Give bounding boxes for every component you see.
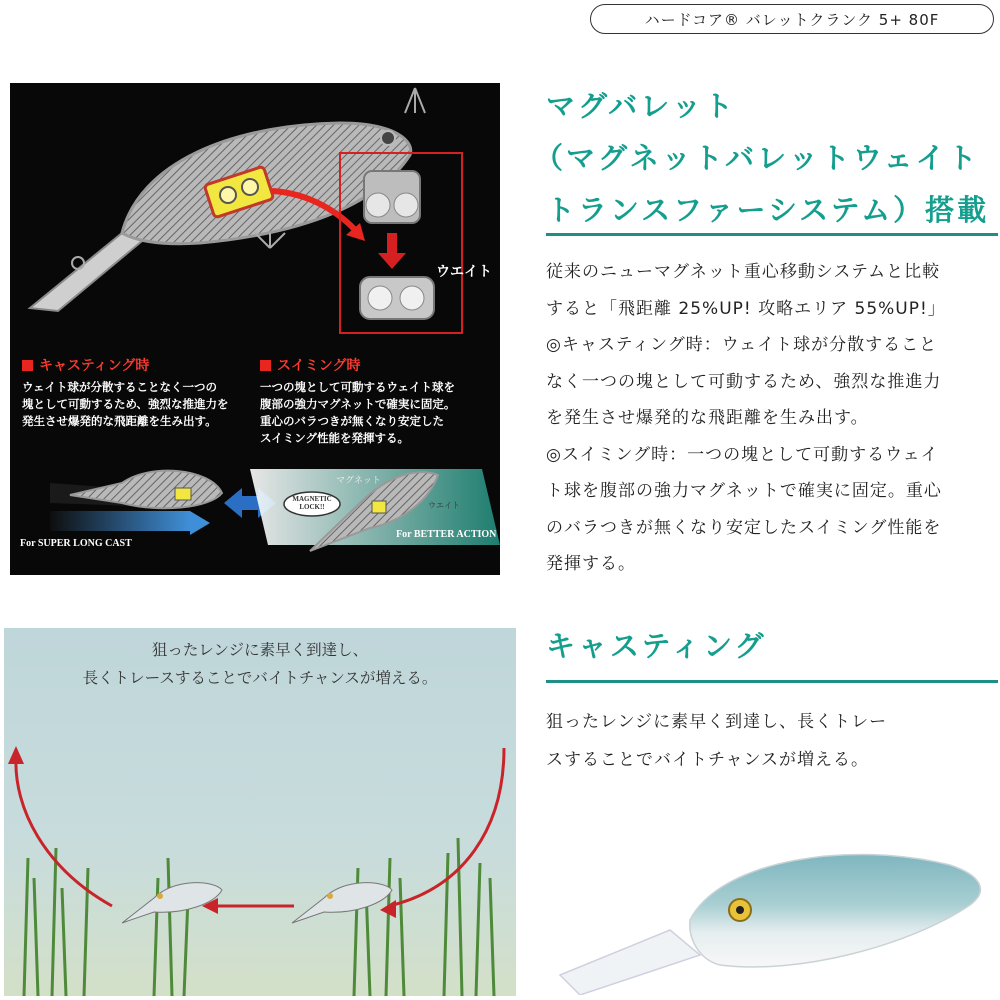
magnetic-lock-line: LOCK!! — [299, 503, 325, 511]
magbullet-diagram — [10, 83, 500, 575]
swimming-description — [260, 379, 455, 447]
product-title: ハードコア® バレットクランク 5+ 80F — [644, 10, 940, 29]
body-line: ト球を腹部の強力マグネットで確実に固定。重心 — [546, 481, 942, 501]
swimming-line: スイミング性能を発揮する。 — [260, 431, 410, 445]
body-line: のバラつきが無くなり安定したスイミング性能を — [546, 517, 942, 538]
body-line: スすることでバイトチャンスが増える。 — [546, 750, 869, 770]
magnetic-lock-line: MAGNETIC — [292, 495, 332, 503]
casting-title: キャスティング時 — [39, 358, 150, 374]
retrieve-scene — [4, 628, 516, 996]
swimming-title-block — [260, 355, 360, 375]
red-square-icon — [22, 360, 33, 371]
magbullet-heading — [534, 80, 990, 236]
body-line: 狙ったレンジに素早く到達し、長くトレー — [546, 712, 888, 732]
magnetic-lock-bubble — [292, 495, 332, 511]
heading-line: （マグネットバレットウェイト — [534, 141, 980, 175]
tag-better-action: For BETTER ACTION — [396, 529, 497, 540]
swimming-line: 腹部の強力マグネットで確実に固定。 — [260, 397, 456, 411]
product-title-pill — [590, 4, 994, 34]
casting-description-right — [546, 703, 998, 779]
weight-unit-combined — [360, 277, 434, 319]
body-line: 従来のニューマグネット重心移動システムと比較 — [546, 262, 941, 282]
red-square-icon — [260, 360, 271, 371]
heading-line: トランスファーシステム）搭載 — [546, 193, 990, 227]
body-line: ◎キャスティング時：ウェイト球が分散すること — [546, 335, 938, 355]
casting-line: 発生させ爆発的な飛距離を生み出す。 — [22, 414, 217, 428]
swimming-line: 一つの塊として可動するウェイト球を — [260, 380, 456, 394]
weight-label: ウエイト — [436, 264, 492, 280]
magnet-label: マグネット — [336, 476, 381, 486]
lure-product-image — [550, 835, 1000, 995]
weight-unit-separate — [364, 171, 420, 223]
casting-line: 塊として可動するため、強烈な推進力を — [22, 397, 229, 411]
scene-caption-line: 狙ったレンジに素早く到達し、 — [151, 641, 369, 659]
swimming-line: 重心のバラつきが無くなり安定した — [260, 414, 444, 428]
casting-line: ウェイト球が分散することなく一つの — [22, 380, 218, 394]
weight-small-label: ウエイト — [428, 501, 460, 510]
casting-description — [22, 379, 229, 430]
casting-title-block — [22, 355, 149, 375]
body-line: 発揮する。 — [546, 554, 636, 574]
body-line: を発生させ爆発的な飛距離を生み出す。 — [546, 408, 869, 428]
body-line: ◎スイミング時：一つの塊として可動するウェイ — [546, 444, 939, 465]
swimming-title: スイミング時 — [277, 358, 361, 374]
casting-heading: キャスティング — [546, 629, 767, 663]
section1-divider — [546, 233, 998, 236]
section2-divider — [546, 680, 998, 683]
tag-super-long-cast: For SUPER LONG CAST — [20, 538, 132, 549]
scene-caption-line: 長くトレースすることでバイトチャンスが増える。 — [82, 669, 438, 687]
diagram-illustration — [10, 83, 500, 575]
body-line: すると「飛距離 25%UP! 攻略エリア 55%UP!」 — [546, 298, 946, 319]
heading-line: マグバレット — [546, 89, 736, 123]
body-line: なく一つの塊として可動するため、強烈な推進力 — [546, 371, 942, 392]
magbullet-description — [546, 254, 998, 583]
